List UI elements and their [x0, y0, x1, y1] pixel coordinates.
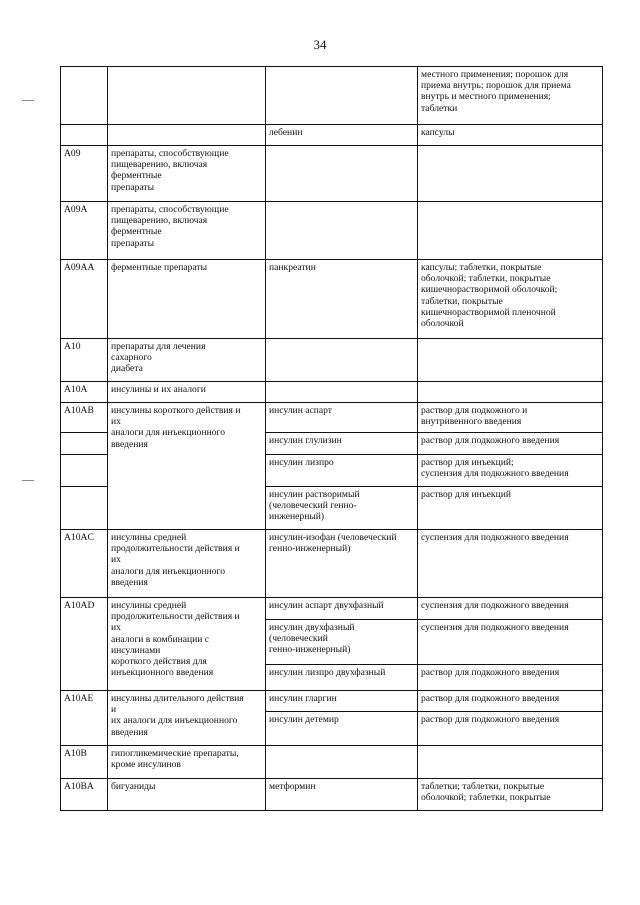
dosage-form-line: внутрь и местного применения; [421, 91, 551, 103]
anatomical-group-line: кроме инсулинов [111, 759, 181, 771]
anatomical-group [108, 691, 266, 746]
drug-name-line: (человеческий генно- [269, 500, 357, 512]
anatomical-group-line: их аналоги для инъекционного [111, 715, 238, 727]
dosage-form [418, 746, 603, 779]
drug-name [266, 779, 418, 811]
dosage-form-line: раствор для инъекций [421, 489, 511, 500]
anatomical-group-line: введения [111, 576, 148, 588]
dosage-form-line: местного применения; порошок для [421, 69, 569, 80]
anatomical-group-line: аналоги для инъекционного [111, 427, 226, 439]
atc-code: A09 [61, 146, 108, 202]
dosage-form-line: раствор для подкожного введения [421, 435, 560, 446]
anatomical-group [108, 146, 266, 202]
drug-table-body [61, 67, 603, 811]
table-row [61, 691, 603, 712]
drug-name-line: инсулин лизпро [269, 457, 334, 468]
dosage-form-line: раствор для инъекций; [421, 457, 514, 468]
atc-code: A10AE [61, 691, 108, 746]
dosage-form-line: раствор для подкожного и [421, 405, 528, 416]
table-row [61, 202, 603, 260]
anatomical-group-line: препараты, способствующие [111, 148, 229, 159]
atc-code: A10BA [61, 779, 108, 811]
drug-name [266, 487, 418, 530]
drug-name-line: инсулин аспарт [269, 405, 333, 416]
table-row [61, 598, 603, 620]
anatomical-group-line: препараты для лечения [111, 341, 206, 352]
atc-code [61, 433, 108, 455]
anatomical-group-line: инъекционного введения [111, 667, 214, 679]
drug-name [266, 620, 418, 665]
drug-name [266, 665, 418, 691]
atc-code [61, 125, 108, 146]
atc-code: A09A [61, 202, 108, 260]
drug-name-line: метформин [269, 781, 316, 792]
dosage-form-line: оболочкой [421, 318, 464, 330]
dosage-form [418, 620, 603, 665]
dosage-form-line: кишечнорастворимой пленочной [421, 306, 556, 318]
anatomical-group-line: пищеварению, включая [111, 215, 208, 227]
table-row [61, 67, 603, 125]
drug-name [266, 382, 418, 403]
anatomical-group-line: ферментные препараты [111, 262, 208, 273]
anatomical-group [108, 382, 266, 403]
drug-name-line: лебенин [269, 127, 303, 138]
anatomical-group-line: продолжительности действия и [111, 611, 240, 623]
anatomical-group-line: и [111, 704, 117, 716]
atc-code: A10AD [61, 598, 108, 691]
drug-name-line: инсулин лизпро двухфазный [269, 667, 386, 678]
anatomical-group-line: препараты [111, 237, 155, 249]
dosage-form [418, 779, 603, 811]
drug-name [266, 403, 418, 433]
atc-code [61, 487, 108, 530]
drug-name [266, 433, 418, 455]
drug-name [266, 125, 418, 146]
dosage-form [418, 530, 603, 598]
anatomical-group-line: введения [111, 726, 148, 738]
anatomical-group-line: аналоги для инъекционного [111, 565, 226, 577]
dosage-form-line: суспензия для подкожного введения [421, 468, 569, 480]
table-row [61, 403, 603, 433]
dosage-form [418, 598, 603, 620]
table-row [61, 382, 603, 403]
anatomical-group-line: их [111, 416, 121, 428]
anatomical-group-line: ферментные [111, 226, 162, 238]
dosage-form [418, 146, 603, 202]
anatomical-group-line: короткого действия для [111, 656, 207, 668]
anatomical-group [108, 260, 266, 339]
anatomical-group-line: продолжительности действия и [111, 543, 240, 555]
table-row [61, 146, 603, 202]
table-row [61, 530, 603, 598]
dosage-form-line: раствор для подкожного введения [421, 667, 560, 678]
drug-table [60, 66, 603, 811]
anatomical-group-line: диабета [111, 363, 143, 375]
dosage-form [418, 455, 603, 487]
anatomical-group-line: бигуаниды [111, 781, 156, 792]
anatomical-group [108, 746, 266, 779]
atc-code: A10A [61, 382, 108, 403]
anatomical-group-line: их [111, 622, 121, 634]
dosage-form [418, 339, 603, 382]
dosage-form [418, 125, 603, 146]
anatomical-group-line: инсулины и их аналоги [111, 384, 206, 395]
drug-name-line: генно-инженерный) [269, 644, 351, 656]
table-row [61, 746, 603, 779]
drug-name [266, 202, 418, 260]
dosage-form-line: кишечнорастворимой оболочкой; [421, 284, 558, 296]
drug-name [266, 746, 418, 779]
dosage-form-line: капсулы; таблетки, покрытые [421, 262, 542, 273]
drug-name [266, 530, 418, 598]
anatomical-group-line: препараты, способствующие [111, 204, 229, 215]
margin-mark [22, 480, 34, 481]
atc-code: A10AC [61, 530, 108, 598]
atc-code: A10AB [61, 403, 108, 433]
drug-name-line: инсулин гларгин [269, 693, 337, 704]
dosage-form-line: таблетки; таблетки, покрытые [421, 781, 545, 792]
dosage-form-line: раствор для подкожного введения [421, 693, 560, 704]
drug-name-line: инсулин растворимый [269, 489, 360, 500]
dosage-form [418, 202, 603, 260]
table-row [61, 125, 603, 146]
dosage-form-line: оболочкой; таблетки, покрытые [421, 792, 551, 804]
dosage-form [418, 665, 603, 691]
anatomical-group [108, 779, 266, 811]
dosage-form [418, 487, 603, 530]
drug-name [266, 712, 418, 746]
page-number: 34 [313, 37, 327, 52]
anatomical-group-line: сахарного [111, 352, 152, 364]
dosage-form-line: суспензия для подкожного введения [421, 600, 569, 611]
dosage-form [418, 382, 603, 403]
dosage-form [418, 433, 603, 455]
atc-code: A09AA [61, 260, 108, 339]
dosage-form-line: оболочкой; таблетки, покрытые [421, 273, 551, 285]
drug-name-line: инженерный) [269, 511, 325, 523]
drug-name-line: инсулин глулизин [269, 435, 342, 446]
dosage-form-line: капсулы [421, 127, 455, 138]
dosage-form-line: таблетки [421, 102, 458, 114]
dosage-form-line: таблетки, покрытые [421, 295, 503, 307]
dosage-form-line: суспензия для подкожного введения [421, 532, 569, 543]
atc-code [61, 67, 108, 125]
anatomical-group-line: пищеварению, включая [111, 159, 208, 171]
anatomical-group-line: инсулины средней [111, 532, 187, 543]
drug-name [266, 691, 418, 712]
anatomical-group [108, 67, 266, 125]
drug-name-line: инсулин детемир [269, 714, 339, 725]
anatomical-group [108, 202, 266, 260]
anatomical-group-line: их [111, 554, 121, 566]
drug-name-line: инсулин двухфазный [269, 622, 355, 633]
anatomical-group-line: гипогликемические препараты, [111, 748, 239, 759]
dosage-form [418, 403, 603, 433]
anatomical-group-line: инсулины короткого действия и [111, 405, 241, 416]
table-row [61, 339, 603, 382]
drug-name [266, 455, 418, 487]
atc-code: A10 [61, 339, 108, 382]
drug-name-line: панкреатин [269, 262, 316, 273]
drug-name [266, 260, 418, 339]
drug-name-line: инсулин-изофан (человеческий [269, 532, 397, 543]
anatomical-group-line: ферментные [111, 170, 162, 182]
drug-name [266, 339, 418, 382]
anatomical-group [108, 125, 266, 146]
drug-name-line: инсулин аспарт двухфазный [269, 600, 384, 611]
drug-name-line: (человеческий [269, 633, 328, 645]
dosage-form [418, 712, 603, 746]
drug-name [266, 598, 418, 620]
anatomical-group-line: препараты [111, 181, 155, 193]
atc-code [61, 455, 108, 487]
dosage-form-line: раствор для подкожного введения [421, 714, 560, 725]
anatomical-group [108, 403, 266, 530]
anatomical-group [108, 530, 266, 598]
atc-code: A10B [61, 746, 108, 779]
margin-mark [22, 100, 34, 101]
anatomical-group-line: инсулины средней [111, 600, 187, 611]
table-row [61, 779, 603, 811]
anatomical-group-line: инсулинами [111, 644, 161, 656]
dosage-form-line: суспензия для подкожного введения [421, 622, 569, 633]
anatomical-group-line: инсулины длительного действия [111, 693, 244, 704]
drug-name [266, 67, 418, 125]
anatomical-group [108, 598, 266, 691]
dosage-form-line: приема внутрь; порошок для приема [421, 80, 571, 92]
drug-name-line: генно-инженерный) [269, 543, 351, 555]
table-row [61, 260, 603, 339]
anatomical-group-line: введения [111, 438, 148, 450]
dosage-form [418, 260, 603, 339]
drug-name [266, 146, 418, 202]
anatomical-group-line: аналоги в комбинации с [111, 633, 210, 645]
anatomical-group [108, 339, 266, 382]
dosage-form [418, 67, 603, 125]
dosage-form-line: внутривенного введения [421, 416, 522, 428]
dosage-form [418, 691, 603, 712]
